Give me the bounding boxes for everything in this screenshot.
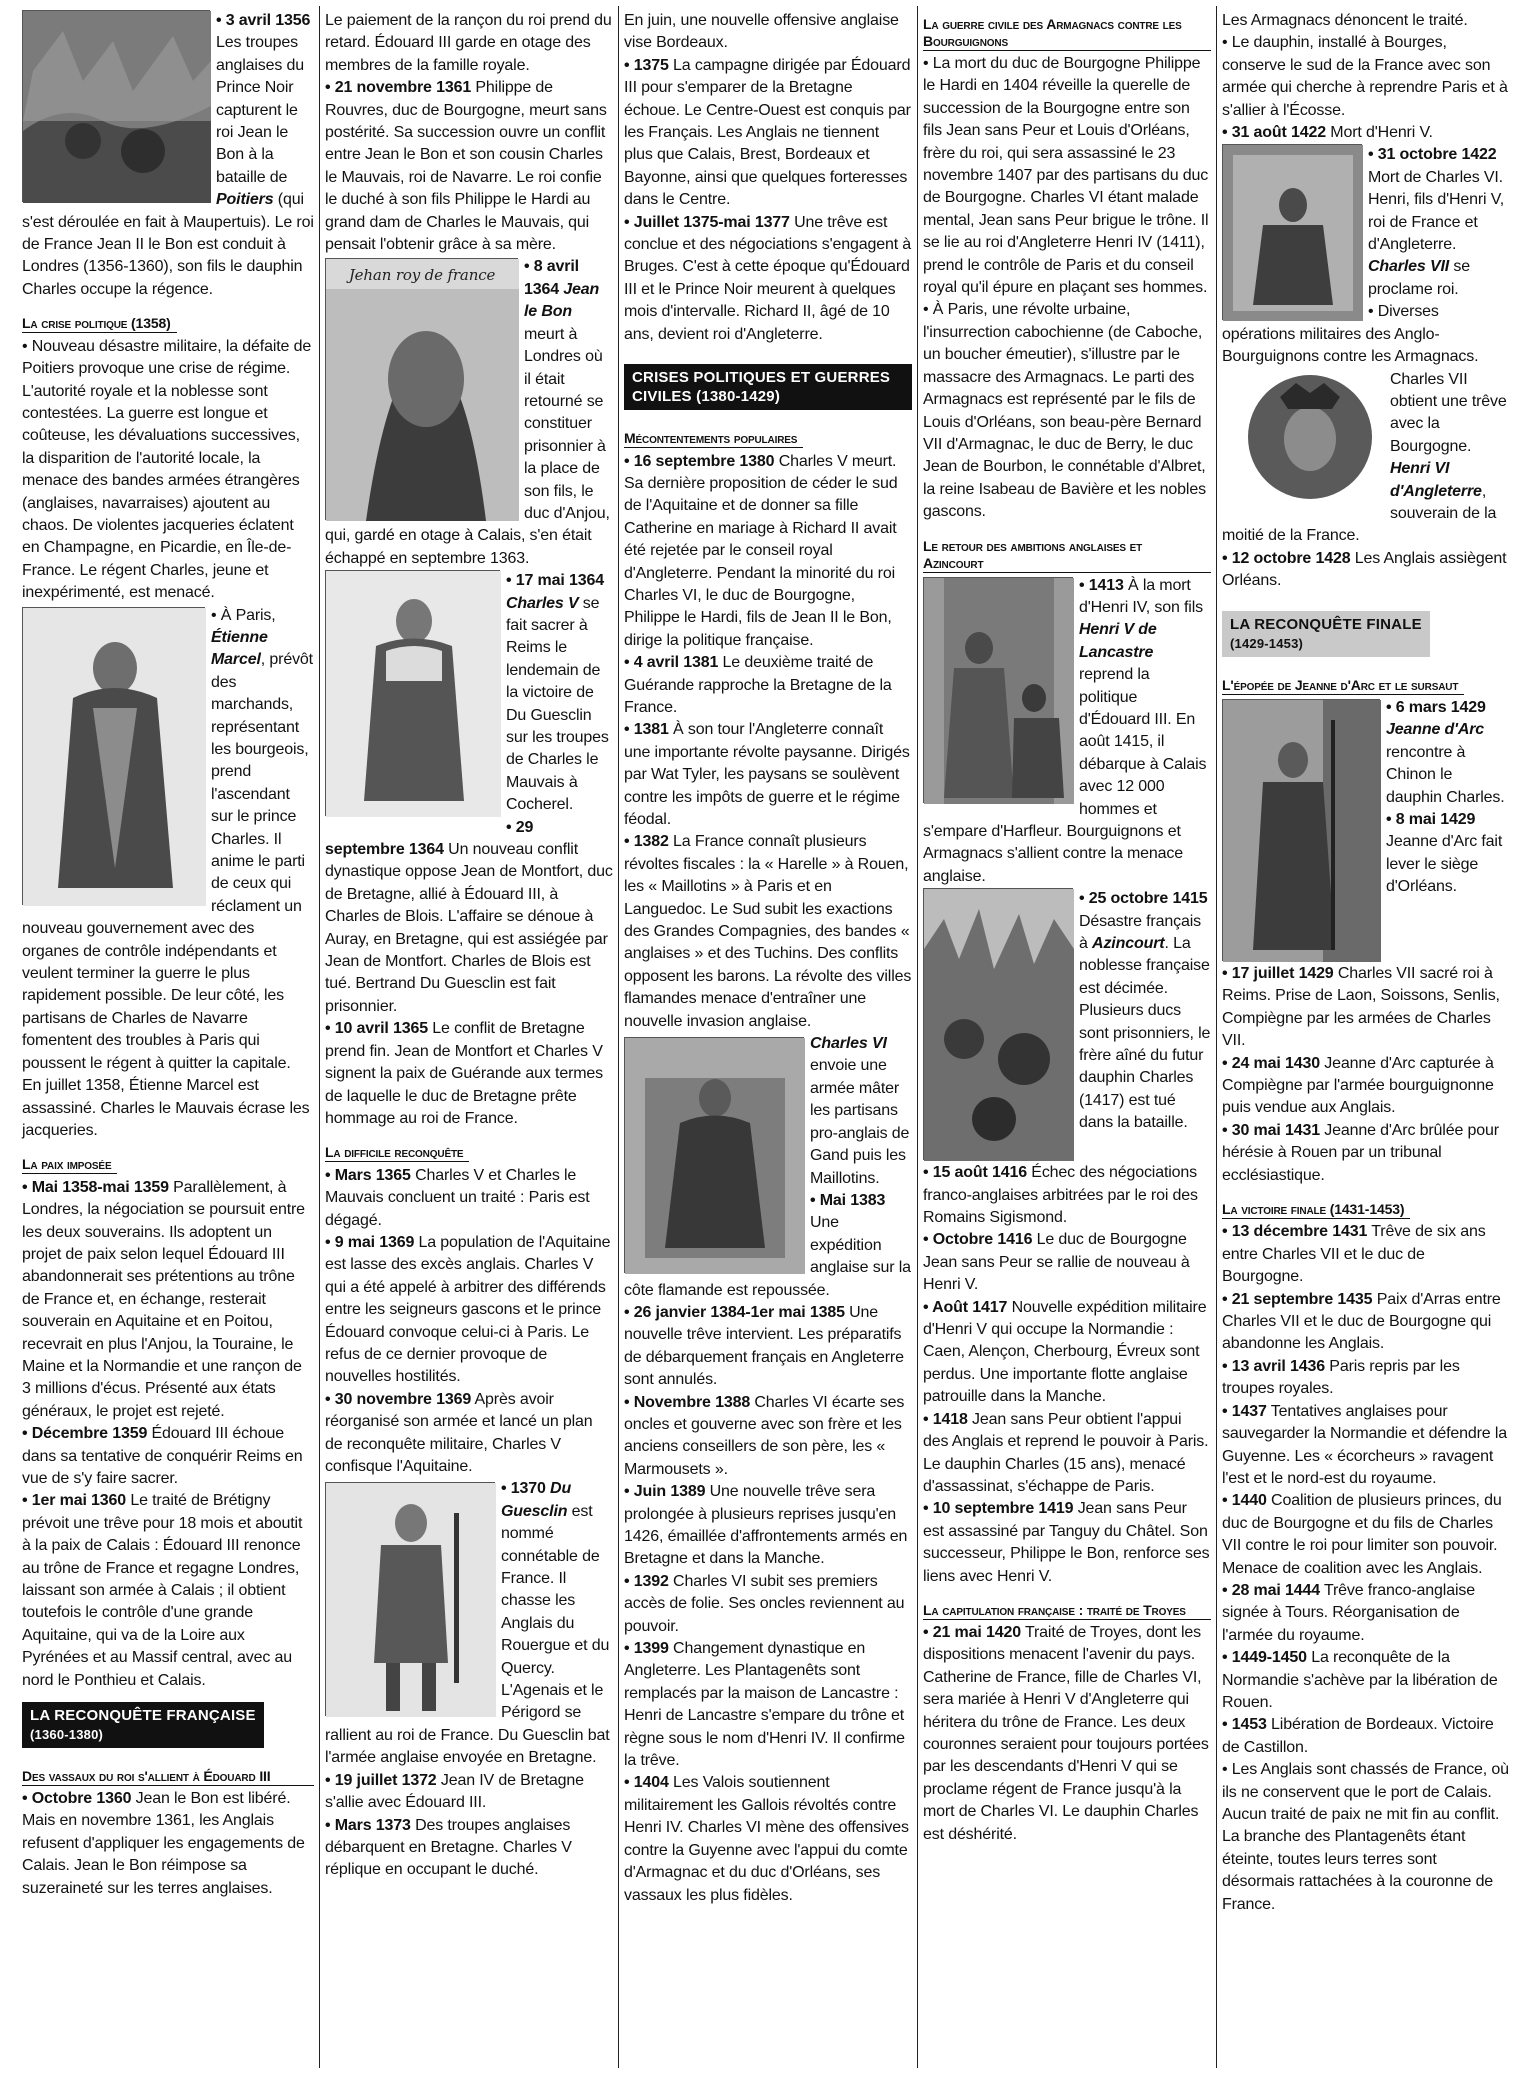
timeline-page — [20, 6, 1515, 2068]
entry-armagnacs-1: • La mort du duc de Bourgogne Philippe le Hardi en 1404 réveille la querelle de succession de la Bourgogne entre son fils Jean sans Peur et Louis d'Orléans, frère du roi, qui sera assassiné le 23 novembre 1407 par des partisans du duc de Bourgogne. Charles VI étant malade mental, Jean sans Peur brigue le trône. Il se lie au roi d'Angleterre Henri IV (1411), prend le contrôle de Paris et du conseil royal qu'il épure en plaçant ses hommes. — [923, 55, 1209, 297]
entry-avr-1381: • 4 avril 1381 Le deuxième traité de Guérande rapproche la Bretagne de la France. — [624, 654, 892, 716]
entry-dec-1359: • Décembre 1359 Édouard III échoue dans sa tentative de conquérir Reims en vue de s'y faire sacrer. — [22, 1425, 303, 1487]
du-guesclin-portrait — [325, 1482, 495, 1716]
entry-mars-1373: • Mars 1373 Des troupes anglaises débarquent en Bretagne. Charles V réplique en occupant le duché. — [325, 1816, 572, 1879]
column-2 — [319, 6, 618, 2068]
entry-juin: En juin, une nouvelle offensive anglaise vise Bordeaux. — [624, 12, 899, 52]
entry-mai-1420: • 21 mai 1420 Traité de Troyes, dont les dispositions menacent l'avenir du pays. Catherine de France, fille de Charles VI, sera mariée à Henri V d'Angleterre qui héritera du trône de France. Les deux couronnes seraient pour toujours portées par les descendants d'Henri V qui se proclame régent de France jusqu'à la mort de Charles VI. Le dauphin Charles est déshérité. — [923, 1623, 1209, 1843]
entry-nov-1388: • Novembre 1388 Charles VI écarte ses oncles et gouverne avec son frère et les anciens conseillers de son père, les « Marmousets ». — [624, 1393, 905, 1478]
henri-v-miniature — [923, 577, 1073, 803]
entry-dauphin-bourges: • Le dauphin, installé à Bourges, conserve le sud de la France avec son armée qui cherche à reprendre Paris et à s'allier à l'Écosse. — [1222, 34, 1508, 119]
entry-1449-1450: • 1449-1450 La reconquête de la Normandie s'achève par la libération de Rouen. — [1222, 1649, 1498, 1711]
entry-charles-vi: Charles VI envoie une armée mâter les partisans pro-anglais de Gand puis les Maillotins. — [810, 1035, 910, 1187]
entry-aout-1416: • 15 août 1416 Échec des négociations franco-anglaises arbitrées par le roi des Romains Sigismond. — [923, 1164, 1198, 1227]
section-heading-troyes: La capitulation française : traité de Troyes — [923, 1602, 1211, 1620]
entry-1392: • 1392 Charles VI subit ses premiers accès de folie. Ses oncles reviennent au pouvoir. — [624, 1572, 905, 1635]
column-5 — [1216, 6, 1515, 2068]
entry-avr-1365: • 10 avril 1365 Le conflit de Bretagne prend fin. Jean de Montfort et Charles V signent la paix de Guérande aux termes de laquelle le duc de Bretagne prête hommage au roi de France. — [325, 1020, 604, 1127]
entry-1404: • 1404 Les Valois soutiennent militairement les Gallois révoltés contre Henri IV. Charles VI mène des offensives contre la Guyenne avec l'appui du comte d'Armagnac et du duc d'Orléans, ses vassaux les plus fidèles. — [624, 1774, 909, 1904]
entry-mai-1429: • 8 mai 1429 Jeanne d'Arc fait lever le siège d'Orléans. — [1386, 811, 1503, 896]
entry-1437: • 1437 Tentatives anglaises pour sauvegarder la Normandie et défendre la Guyenne. Les « écorcheurs » ravagent l'est et le nord-est du royaume. — [1222, 1402, 1507, 1487]
entry-mai-1369: • 9 mai 1369 La population de l'Aquitaine est lasse des excès anglais. Charles V qui a été appelé à arbitrer des différends entre les seigneurs gascons et le prince Édouard convoque celui-ci à Paris. Le refus de ce dernier provoque de nouvelles hostilités. — [325, 1233, 611, 1386]
entry-mai-1364: • 17 mai 1364 Charles V se fait sacrer à Reims le lendemain de la victoire de Du Guesclin sur les troupes de Charles le Mauvais à Cocherel. — [506, 572, 609, 814]
entry-diverses-operations: • Diverses opérations militaires des Anglo-Bourguignons contre les Armagnacs. — [1222, 303, 1479, 366]
column-3 — [618, 6, 917, 2068]
jean-le-bon-portrait — [325, 258, 518, 520]
column-4 — [917, 6, 1216, 2068]
battle-poitiers-engraving — [22, 10, 210, 202]
henri-vi-portrait — [1236, 369, 1384, 505]
entry-oct-1360: • Octobre 1360 Jean le Bon est libéré. Mais en novembre 1361, les Anglais refusent d'appliquer les engagements de Calais. Jean le Bon réimpose sa suzeraineté sur les terres anglaises. — [22, 1790, 305, 1897]
section-heading-victoire: La victoire finale (1431-1453) — [1222, 1201, 1410, 1219]
entry-sep-1419: • 10 septembre 1419 Jean sans Peur est assassiné par Tanguy du Châtel. Son successeur, Philippe le Bon, renforce ses liens avec Henri V. — [923, 1500, 1210, 1585]
entry-crise: • Nouveau désastre militaire, la défaite de Poitiers provoque une crise de régime. L'autorité royale et la noblesse sont contestées. La guerre est longue et coûteuse, les dévaluations successives, la disparition de l'autorité locale, la menace des bandes armées étrangères (anglaises, navarraises) ajoutent au chaos. De violentes jacqueries éclatent en Champagne, en Picardie, en Île-de-France. Le régent Charles, jeune et inexpérimenté, est menacé. — [22, 337, 312, 602]
entry-mars-1365: • Mars 1365 Charles V et Charles le Mauvais concluent un traité : Paris est dégagé. — [325, 1166, 590, 1229]
entry-1381: • 1381 À son tour l'Angleterre connaît une importante révolte paysanne. Dirigés par Wat Tyler, les paysans se soulèvent contre les impôts de guerre et le régime féodal. — [624, 721, 910, 828]
entry-mai-1383: • Mai 1383 Une expédition anglaise sur la côte flamande est repoussée. — [624, 1191, 911, 1299]
entry-treve-bourgogne: Charles VII obtient une trêve avec la Bourgogne. Henri VI d'Angleterre, souverain de la moitié de la France. — [1222, 370, 1507, 545]
entry-juil-1372: • 19 juillet 1372 Jean IV de Bretagne s'allie avec Édouard III. — [325, 1771, 584, 1812]
section-heading-jeanne: L'épopée de Jeanne d'Arc et le sursaut — [1222, 677, 1464, 695]
entry-juil-1429: • 17 juillet 1429 Charles VII sacré roi à Reims. Prise de Laon, Soissons, Senlis, Compiègne par les armées de Charles VII. — [1222, 964, 1500, 1050]
entry-sep-1380: • 16 septembre 1380 Charles V meurt. Sa dernière proposition de céder le sud de l'Aquitaine et de donner sa fille Catherine en mariage à Richard II avait été rejetée par le conseil royal d'Angleterre. Pendant la minorité du roi Charles VI, le duc de Bourgogne, Philippe le Hardi, fils de Jean II le Bon, dirige la politique française. — [624, 452, 898, 649]
entry-rancon: Le paiement de la rançon du roi prend du retard. Édouard III garde en otage des membres de la famille royale. — [325, 12, 612, 74]
entry-nov-1361: • 21 novembre 1361 Philippe de Rouvres, duc de Bourgogne, meurt sans postérité. Sa succession ouvre un conflit entre Jean le Bon et son cousin Charles le Mauvais, roi de Navarre. Le roi confie le duché à son fils Philippe le Hardi au grand dam de Charles le Mauvais, qui pensait l'obtenir grâce à sa mère. — [325, 79, 607, 254]
entry-1356: • 3 avril 1356 Les troupes anglaises du Prince Noir capturent le roi Jean le Bon à la bataille de Poitiers (qui s'est déroulée en fait à Maupertuis). Le roi de France Jean II le Bon est conduit à Londres (1356-1360), son fils le dauphin Charles occupe la régence. — [22, 12, 314, 298]
entry-1440: • 1440 Coalition de plusieurs princes, du duc de Bourgogne et du fils de Charles VII contre le roi pour limiter son pouvoir. Menace de coalition avec les Anglais. — [1222, 1492, 1502, 1577]
entry-1375-1377: • Juillet 1375-mai 1377 Une trêve est conclue et des négociations s'engagent à Bruges. C'est à cette époque qu'Édouard III et le Prince Noir meurent à quelques mois d'intervalle. Richard II, âgé de 10 ans, devient roi d'Angleterre. — [624, 213, 912, 343]
banner-reconquete-francaise: LA RECONQUÊTE FRANÇAISE (1360-1380) — [22, 1702, 264, 1748]
entry-mars-1429: • 6 mars 1429 Jeanne d'Arc rencontre à Chinon le dauphin Charles. — [1386, 698, 1505, 806]
banner-crises-politiques: CRISES POLITIQUES ET GUERRES CIVILES (1380-1429) — [624, 364, 912, 410]
entry-juin-1389: • Juin 1389 Une nouvelle trêve sera prolongée à plusieurs reprises jusqu'en 1426, émaillée d'affrontements armés en Bretagne et dans la Manche. — [624, 1483, 908, 1568]
entry-1384-1385: • 26 janvier 1384-1er mai 1385 Une nouvelle trêve intervient. Les préparatifs de débarquement français en Angleterre sont annulés. — [624, 1303, 904, 1389]
entry-oct-1415: • 25 octobre 1415 Désastre français à Azincourt. La noblesse française est décimée. Plusieurs ducs sont prisonniers, le frère aîné du futur dauphin Charles (1417) est tué dans la bataille. — [1079, 890, 1211, 1132]
charles-vii-miniature — [1222, 144, 1362, 320]
entry-nov-1369: • 30 novembre 1369 Après avoir réorganisé son armée et lancé un plan de reconquête militaire, Charles V confisque l'Aquitaine. — [325, 1390, 593, 1475]
entry-aout-1417: • Août 1417 Nouvelle expédition militaire d'Henri V qui occupe la Normandie : Caen, Alençon, Cherbourg, Évreux sont perdus. Une importante flotte anglaise patrouille dans la Manche. — [923, 1298, 1207, 1406]
entry-oct-1428: • 12 octobre 1428 Les Anglais assiègent Orléans. — [1222, 549, 1507, 590]
portrait-caption: Jehan roy de france — [348, 266, 496, 285]
entry-1360: • 1er mai 1360 Le traité de Brétigny prévoit une trêve pour 18 mois et aboutit à la paix de Calais : Édouard III renonce au trône de France et regagne Londres, laissant son armée à Calais ; il obtient toutefois le contrôle d'une grande Aquitaine, qui va de la Loire aux Pyrénées et au Massif central, avec au nord le Ponthieu et Calais. — [22, 1492, 303, 1689]
entry-sep-1364: • 29 septembre 1364 Un nouveau conflit dynastique oppose Jean de Montfort, duc de Bretagne, allié à Édouard III, à Charles de Blois. L'affaire se dénoue à Auray, en Bretagne, qui est assiégée par Jean de Montfort. Charles de Blois est tué. Bertrand Du Guesclin est fait prisonnier. — [325, 818, 613, 1015]
section-heading-vassaux: Des vassaux du roi s'allient à Édouard III — [22, 1768, 314, 1786]
charles-v-portrait — [325, 570, 500, 816]
section-heading-paix: La paix imposée — [22, 1156, 117, 1174]
entry-1370: • 1370 Du Guesclin est nommé connétable de France. Il chasse les Anglais du Rouergue et du Quercy. L'Agenais et le Périgord se rallient au roi de France. Du Guesclin bat l'armée anglaise envoyée en Bretagne. — [325, 1480, 610, 1767]
section-heading-azincourt: Le retour des ambitions anglaises et Azincourt — [923, 538, 1211, 573]
section-heading-difficile: La difficile reconquête — [325, 1144, 469, 1162]
entry-dec-1431: • 13 décembre 1431 Trêve de six ans entre Charles VII et le duc de Bourgogne. — [1222, 1223, 1486, 1286]
entry-1399: • 1399 Changement dynastique en Angleterre. Les Plantagenêts sont remplacés par la maison de Lancastre : Henri de Lancastre s'empare du trône et règne sous le nom d'Henri IV. Il confirme la trêve. — [624, 1640, 905, 1770]
entry-1358-1359: • Mai 1358-mai 1359 Parallèlement, à Londres, la négociation se poursuit entre les deux souverains. Ils adoptent un projet de paix selon lequel Édouard III abandonnerait ses prétentions au trône de France et, en échange, resterait souverain en Aquitaine et en Poitou, recevrait en plus l'Anjou, la Touraine, le Maine et la Normandie et une rançon de 3 millions d'écus. Présenté aux états généraux, le projet est rejeté. — [22, 1178, 305, 1420]
entry-aout-1422: • 31 août 1422 Mort d'Henri V. — [1222, 124, 1433, 142]
azincourt-battle-engraving — [923, 888, 1073, 1160]
entry-sep-1435: • 21 septembre 1435 Paix d'Arras entre Charles VII et le duc de Bourgogne qui abandonne les Anglais. — [1222, 1290, 1501, 1353]
entry-mai-1431: • 30 mai 1431 Jeanne d'Arc brûlée pour hérésie à Rouen par un tribunal ecclésiastique. — [1222, 1121, 1499, 1184]
section-heading-mecontentements: Mécontentements populaires — [624, 430, 803, 448]
entry-1453: • 1453 Libération de Bordeaux. Victoire de Castillon. — [1222, 1716, 1494, 1756]
entry-1413: • 1413 À la mort d'Henri IV, son fils Henri V de Lancastre reprend la politique d'Édouard III. En août 1415, il débarque à Calais avec 12 000 hommes et s'empare d'Harfleur. Bourguignons et Armagnacs s'allient contre la menace anglaise. — [923, 576, 1207, 885]
entry-1418: • 1418 Jean sans Peur obtient l'appui des Anglais et reprend le pouvoir à Paris. Le dauphin Charles (15 ans), menacé d'assassinat, s'échappe de Paris. — [923, 1410, 1209, 1495]
section-heading-guerre-civile: La guerre civile des Armagnacs contre les Bourguignons — [923, 16, 1211, 51]
section-heading-crise: La crise politique (1358) — [22, 315, 177, 333]
etienne-marcel-engraving — [22, 607, 205, 905]
charles-vi-portrait — [624, 1037, 804, 1273]
entry-mai-1430: • 24 mai 1430 Jeanne d'Arc capturée à Compiègne par l'armée bourguignonne puis vendue aux Anglais. — [1222, 1054, 1494, 1117]
entry-oct-1416: • Octobre 1416 Le duc de Bourgogne Jean sans Peur se rallie de nouveau à Henri V. — [923, 1231, 1190, 1294]
entry-armagnacs-2: • À Paris, une révolte urbaine, l'insurrection cabochienne (de Caboche, un boucher émeutier), s'illustre par le massacre des Armagnacs. Le parti des Armagnacs est représenté par le fils de Louis d'Orléans, son beau-père Bernard VII d'Armagnac, le duc de Berry, le duc Jean de Bourbon, le connétable d'Albret, la reine Isabeau de Bavière et les nobles gascons. — [923, 301, 1206, 521]
entry-1375: • 1375 La campagne dirigée par Édouard III pour s'emparer de la Bretagne échoue. Le Centre-Ouest est conquis par les Français. Les Anglais ne tiennent plus que Calais, Brest, Bordeaux et Bayonne, ainsi que quelques forteresses dans le Centre. — [624, 56, 911, 209]
entry-1382: • 1382 La France connaît plusieurs révoltes fiscales : la « Harelle » à Rouen, les « Maillotins » à Paris et en Languedoc. Le Sud subit les exactions des Grandes Compagnies, des bandes « anglaises » et des Tuchins. Des conflits opposent les barons. La révolte des villes flamandes menace d'entraîner une nouvelle invasion anglaise. — [624, 833, 912, 1030]
entry-etienne-marcel: • À Paris, Étienne Marcel, prévôt des marchands, représentant les bourgeois, prend l'ascendant sur le prince Charles. Il anime le parti de ceux qui réclament un nouveau gouvernement avec des organes de contrôle indépendants et veulent terminer la guerre le plus rapidement possible. De leur côté, les partisans de Charles de Navarre fomentent des troubles à Paris qui poussent le régent à quitter la capitale. En juillet 1358, Étienne Marcel est assassiné. Charles le Mauvais écrase les jacqueries. — [22, 606, 313, 1139]
entry-armagnacs-denoncent: Les Armagnacs dénoncent le traité. — [1222, 12, 1468, 29]
column-1 — [20, 6, 319, 2068]
entry-anglais-chasses: • Les Anglais sont chassés de France, où ils ne conservent que le port de Calais. Aucun traité de paix ne mit fin au conflit. La branche des Plantagenêts étant éteinte, toutes leurs terres sont désormais rattachées à la couronne de France. — [1222, 1761, 1509, 1913]
entry-mai-1444: • 28 mai 1444 Trêve franco-anglaise signée à Tours. Réorganisation de l'armée du royaume. — [1222, 1581, 1475, 1644]
jeanne-darc-portrait — [1222, 699, 1380, 961]
entry-oct-1422: • 31 octobre 1422 Mort de Charles VI. Henri, fils d'Henri V, roi de France et d'Angleterre. Charles VII se proclame roi. — [1368, 146, 1505, 298]
entry-avr-1364: • 8 avril 1364 Jean le Bon meurt à Londres où il était retourné se constituer prisonnier à la place de son fils, le duc d'Anjou, qui, gardé en otage à Calais, s'en était échappé en septembre 1363. — [325, 258, 610, 567]
banner-reconquete-finale: LA RECONQUÊTE FINALE (1429-1453) — [1222, 611, 1430, 657]
entry-avr-1436: • 13 avril 1436 Paris repris par les troupes royales. — [1222, 1357, 1460, 1398]
